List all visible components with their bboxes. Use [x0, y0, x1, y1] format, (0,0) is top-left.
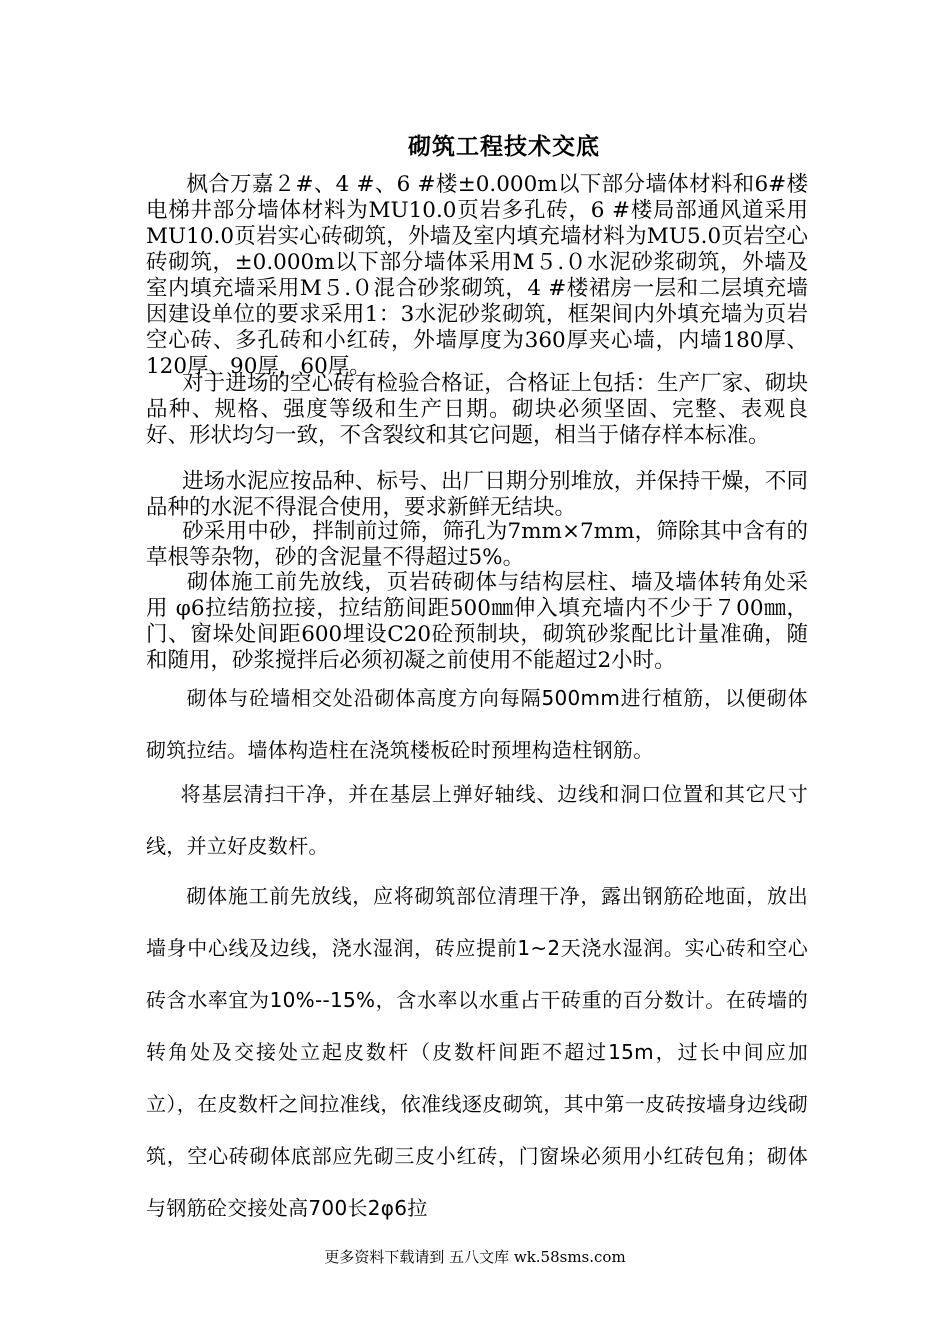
paragraph-text: 对于进场的空心砖有检验合格证，合格证上包括：生产厂家、砌块品种、规格、强度等级和生产日期。砌块必须坚固、完整、表观良好、形状均匀一致，不含裂纹和其它问题，相当于储存样本标准。: [146, 371, 808, 448]
paragraph-text: 枫合万嘉２#、4 #、6 #楼±0.000m以下部分墙体材料和6#楼电梯井部分墙体材料为MU10.0页岩多孔砖，6 #楼局部通风道采用MU10.0页岩实心砖砌筑，外墙及室内填充墙材料为MU5.0页岩空心砖砌筑，±0.000m以下部分墙体采用M５.０水泥砂浆砌筑，外墙及室内填充墙采用M５.０混合砂浆砌筑，4 #楼裙房一层和二层填充墙因建设单位的要求采用1：3水泥砂浆砌筑，框架间内外填充墙为页岩空心砖、多孔砖和小红砖，外墙厚度为360厚夹心墙，内墙180厚、120厚、90厚，60厚。: [146, 172, 808, 379]
paragraph-hollow-brick-inspection: [146, 371, 808, 449]
paragraph-text: 进场水泥应按品种、标号、出厂日期分别堆放，并保持干燥，不同品种的水泥不得混合使用，要求新鲜无结块。: [146, 469, 808, 520]
paragraph-sand: [146, 519, 808, 571]
paragraph-text: 砂采用中砂，拌制前过筛，筛孔为7mm×7mm，筛除其中含有的草根等杂物，砂的含泥量不得超过5%。: [146, 519, 808, 570]
page-footer: 更多资料下载请到 五八文库 wk.58sms.com: [324, 1248, 626, 1266]
document-title: 砌筑工程技术交底: [408, 133, 600, 160]
paragraph-setting-out: [146, 570, 808, 674]
paragraph-wall-materials: [146, 172, 808, 380]
paragraph-text: 将基层清扫干净，并在基层上弹好轴线、边线和洞口位置和其它尺寸线，并立好皮数杆。: [146, 782, 808, 858]
paragraph-cement-storage: [146, 469, 808, 521]
paragraph-text: 砌体与砼墙相交处沿砌体高度方向每隔500mm进行植筋，以便砌体砌筑拉结。墙体构造柱在浇筑楼板砼时预埋构造柱钢筋。: [146, 686, 808, 762]
paragraph-text: 砌体施工前先放线，应将砌筑部位清理干净，露出钢筋砼地面，放出墙身中心线及边线，浇水湿润，砖应提前1~2天浇水湿润。实心砖和空心砖含水率宜为10%--15%，含水率以水重占干砖重的百分数计。在砖墙的转角处及交接处立起皮数杆（皮数杆间距不超过15m，过长中间应加立），在皮数杆之间拉准线，依准线逐皮砌筑，其中第一皮砖按墙身边线砌筑，空心砖砌体底部应先砌三皮小红砖，门窗垛必须用小红砖包角；砌体与钢筋砼交接处高700长2φ6拉: [146, 884, 808, 1220]
paragraph-base-cleaning: [146, 768, 808, 872]
paragraph-text: 砌体施工前先放线，页岩砖砌体与结构层柱、墙及墙体转角处采用 φ6拉结筋拉接，拉结筋间距500㎜伸入填充墙内不少于７00㎜，门、窗垛处间距600埋设C20砼预制块，砌筑砂浆配比计量准确，随和随用，砂浆搅拌后必须初凝之前使用不能超过2小时。: [146, 570, 808, 673]
paragraph-masonry-procedure: [146, 870, 808, 1234]
paragraph-rebar-planting: [146, 672, 808, 776]
